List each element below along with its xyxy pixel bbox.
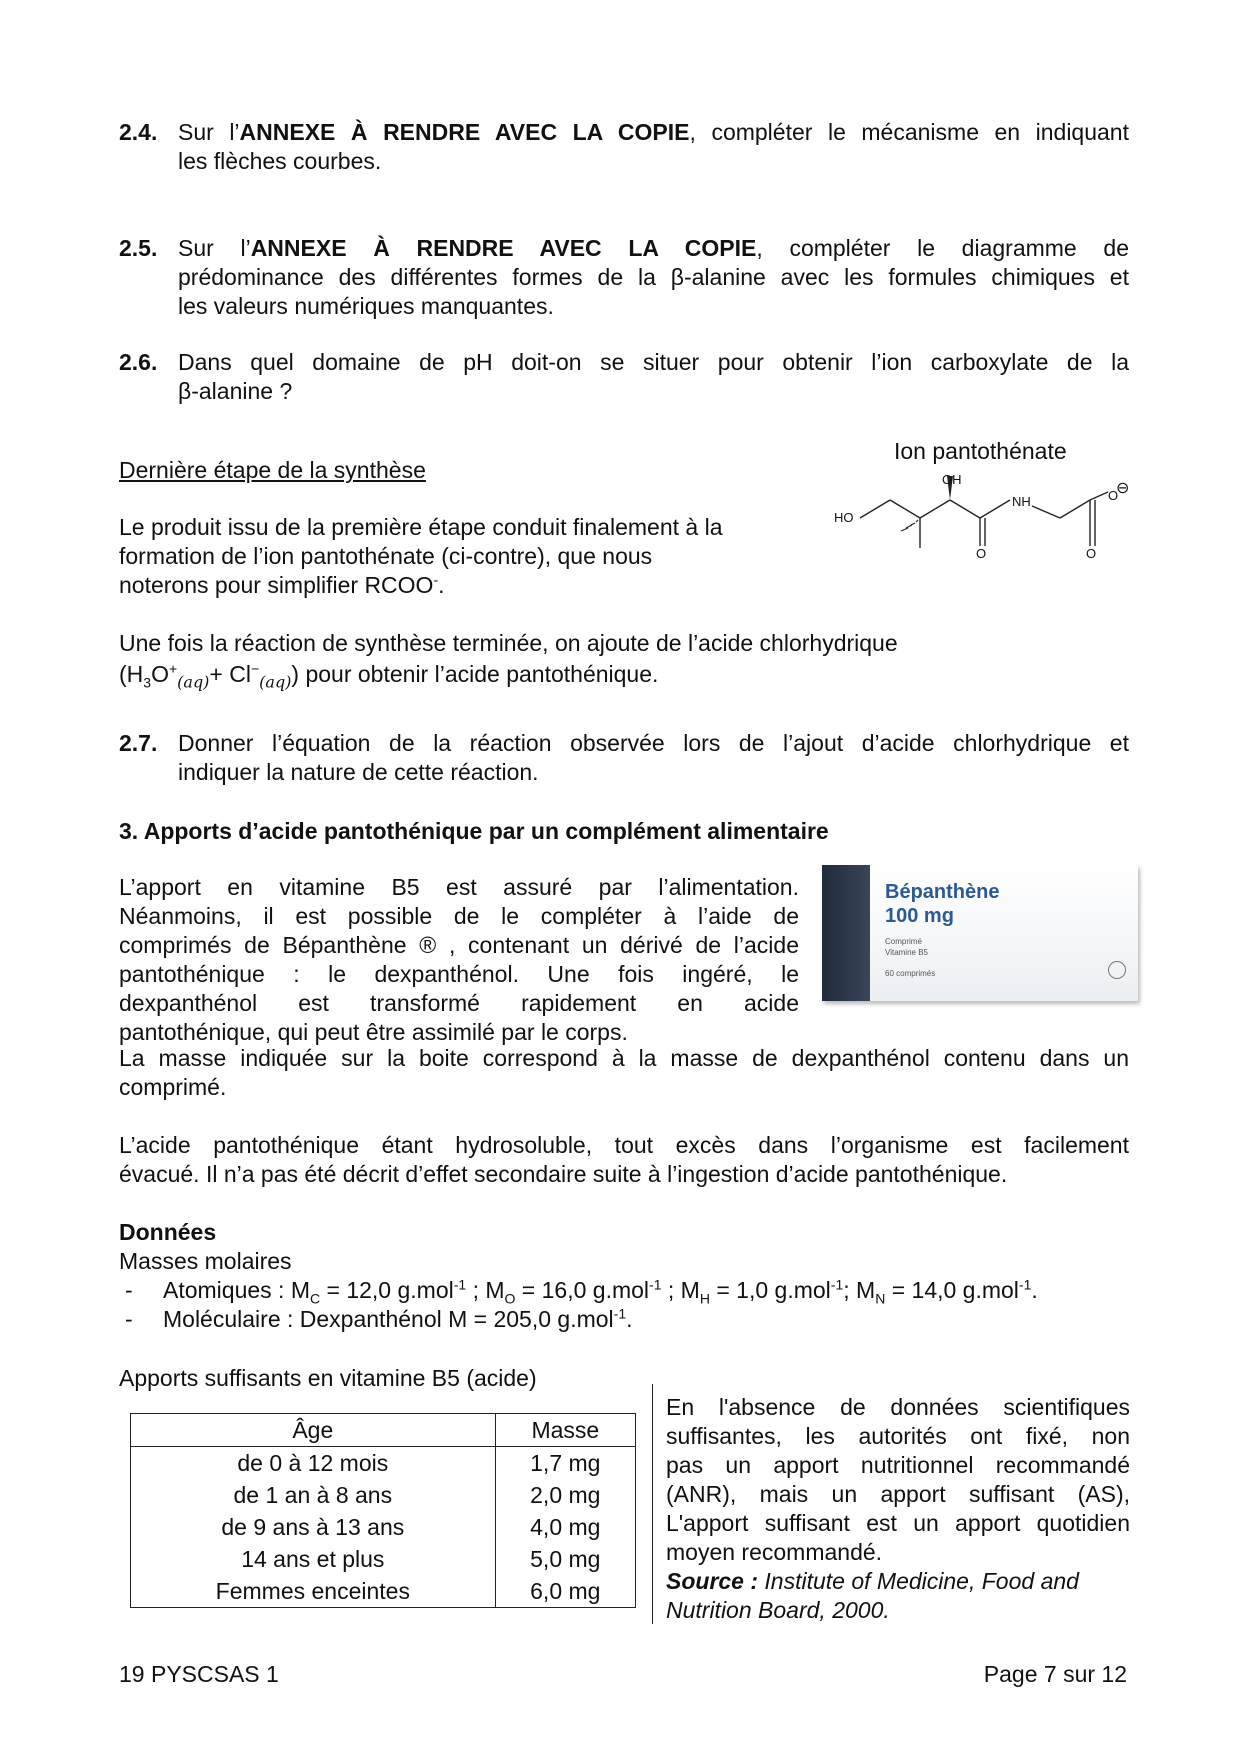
hcl-formula-line (119, 660, 659, 692)
superscript: - (433, 571, 439, 588)
age-cell: Femmes enceintes (131, 1575, 496, 1608)
text: . (626, 1306, 633, 1332)
bond (890, 500, 920, 518)
question-line: prédominance des différentes formes de la β-alanine avec les formules chimiques et (178, 264, 1129, 290)
vitamin-b5-table (130, 1413, 636, 1608)
section3-paragraph-2 (119, 1044, 1129, 1102)
table-row (131, 1575, 636, 1608)
text-line: La masse indiquée sur la boite correspond à la masse de dexpanthénol contenu dans un (119, 1045, 1129, 1071)
table-title: Apports suffisants en vitamine B5 (acide) (119, 1365, 537, 1391)
molecule-title: Ion pantothénate (894, 438, 1067, 464)
bepanthene-box-image (822, 865, 1138, 1001)
mass-cell: 6,0 mg (495, 1575, 635, 1608)
subscript: 3 (143, 674, 152, 691)
question-number: 2.6. (119, 349, 158, 375)
text-line: (ANR), mais un apport suffisant (AS), (666, 1481, 1130, 1507)
subscript: C (310, 1290, 321, 1307)
text-line: Le produit issu de la première étape conduit finalement à la (119, 514, 723, 540)
negative-charge: ⊖ (1116, 480, 1130, 497)
apports-note (666, 1393, 1130, 1625)
bond (920, 500, 950, 518)
o-minus-label: O (1108, 488, 1119, 503)
carbonyl-o-label: O (976, 546, 987, 561)
text-line: L’acide pantothénique étant hydrosoluble, tout excès dans l’organisme est facilement (119, 1132, 1129, 1158)
text: ; M (661, 1277, 700, 1303)
bayer-logo-icon (1108, 961, 1126, 979)
text-line: Une fois la réaction de synthèse terminée, on ajoute de l’acide chlorhydrique (119, 630, 898, 656)
source-label: Source : (666, 1568, 759, 1594)
vertical-divider (652, 1384, 653, 1624)
bond (1090, 492, 1108, 500)
pantothenate-structure (820, 438, 1140, 578)
question-2-6 (119, 348, 1129, 406)
text: ) pour obtenir l’acide pantothénique. (291, 661, 659, 687)
mass-cell: 4,0 mg (495, 1511, 635, 1543)
text-line: évacué. Il n’a pas été décrit d’effet secondaire suite à l’ingestion d’acide pantothénique. (119, 1161, 1008, 1187)
nh-label: NH (1012, 494, 1031, 509)
section3-paragraph-3 (119, 1131, 1129, 1189)
text-line: Néanmoins, il est possible de le compléter à l’aide de (119, 903, 799, 929)
text: + Cl (209, 661, 251, 687)
text: , compléter le mécanisme en indiquant (689, 119, 1129, 145)
text-line: L'apport suffisant est un apport quotidien (666, 1510, 1130, 1536)
question-line: les flèches courbes. (178, 148, 382, 174)
bond (1032, 506, 1060, 518)
text: ; M (466, 1277, 505, 1303)
mass-cell: 2,0 mg (495, 1479, 635, 1511)
superscript: -1 (453, 1276, 467, 1293)
molar-masses-title: Masses molaires (119, 1248, 292, 1274)
question-line: β-alanine ? (178, 378, 293, 404)
bond (1060, 500, 1090, 518)
text: Sur l’ (178, 119, 240, 145)
question-line: Dans quel domaine de pH doit-on se situer pour obtenir l’ion carboxylate de la (178, 349, 1129, 375)
age-cell: de 1 an à 8 ans (131, 1479, 496, 1511)
question-number: 2.5. (119, 235, 158, 261)
section-title: 3. Apports d’acide pantothénique par un complément alimentaire (119, 818, 829, 844)
superscript: -1 (1018, 1276, 1032, 1293)
question-number: 2.4. (119, 119, 158, 145)
age-cell: 14 ans et plus (131, 1543, 496, 1575)
age-cell: de 9 ans à 13 ans (131, 1511, 496, 1543)
annex-reference: ANNEXE À RENDRE AVEC LA COPIE (250, 235, 757, 261)
question-line: Donner l’équation de la réaction observée lors de l’ajout d’acide chlorhydrique et (178, 730, 1129, 756)
text-line: L’apport en vitamine B5 est assuré par l’alimentation. (119, 874, 799, 900)
text-line: dexpanthénol est transformé rapidement en acide (119, 990, 799, 1016)
question-2-4 (119, 118, 1129, 176)
question-2-5 (119, 234, 1129, 321)
column-header-mass: Masse (495, 1414, 635, 1447)
text: Moléculaire : Dexpanthénol M = 205,0 g.mol (163, 1306, 614, 1332)
atomic-masses (163, 1276, 1038, 1305)
product-vitamin: Vitamine B5 (885, 948, 928, 957)
text-line: comprimés de Bépanthène ® , contenant un dérivé de l’acide (119, 932, 799, 958)
text: Sur l’ (178, 235, 251, 261)
bond (860, 500, 890, 518)
table-row (131, 1447, 636, 1480)
source-line (666, 1567, 1130, 1596)
text: Atomiques : M (163, 1277, 310, 1303)
question-line (178, 118, 1129, 147)
question-2-7 (119, 729, 1129, 787)
text: ; M (843, 1277, 876, 1303)
question-line: indiquer la nature de cette réaction. (178, 759, 539, 785)
text: = 16,0 g.mol (515, 1277, 650, 1303)
text-line: En l'absence de données scientifiques (666, 1394, 1130, 1420)
footer-code: 19 PYSCSAS 1 (119, 1661, 279, 1687)
superscript: − (250, 660, 260, 677)
text: Institute of Medicine, Food and (758, 1568, 1079, 1594)
question-number: 2.7. (119, 730, 158, 756)
table-header-row (131, 1414, 636, 1447)
table-row (131, 1511, 636, 1543)
oh-label: OH (942, 472, 962, 487)
text-line: formation de l’ion pantothénate (ci-contre), que nous (119, 543, 653, 569)
source-line: Nutrition Board, 2000. (666, 1597, 890, 1623)
molecule-skeleton (820, 468, 1140, 578)
subscript: H (699, 1290, 710, 1307)
bond (950, 500, 980, 518)
data-heading: Données (119, 1219, 217, 1245)
page-number: Page 7 sur 12 (983, 1661, 1127, 1687)
question-line: les valeurs numériques manquantes. (178, 293, 554, 319)
mass-cell: 1,7 mg (495, 1447, 635, 1480)
product-brand: Bépanthène (885, 881, 1000, 903)
section3-paragraph-1 (119, 873, 799, 1018)
text: , compléter le diagramme de (756, 235, 1129, 261)
mass-cell: 5,0 mg (495, 1543, 635, 1575)
text: = 1,0 g.mol (709, 1277, 831, 1303)
question-line (178, 234, 1129, 263)
text: . (1031, 1277, 1038, 1303)
text: . (438, 572, 445, 598)
text: (H (119, 661, 144, 687)
table-row (131, 1479, 636, 1511)
subscript: N (875, 1290, 886, 1307)
text-line: moyen recommandé. (666, 1539, 883, 1565)
molecular-mass (163, 1305, 633, 1334)
list-dash: - (125, 1306, 133, 1332)
subscript: O (504, 1290, 516, 1307)
list-dash: - (125, 1277, 133, 1303)
text: noterons pour simplifier RCOO (119, 572, 434, 598)
text-line: pantothénique, qui peut être assimilé par le corps. (119, 1019, 628, 1045)
subscript: (aq) (259, 672, 292, 692)
text-line: pantothénique : le dexpanthénol. Une fois ingéré, le (119, 961, 799, 987)
superscript: + (168, 660, 178, 677)
text-line: pas un apport nutritionnel recommandé (666, 1452, 1130, 1478)
superscript: -1 (649, 1276, 662, 1293)
text: = 12,0 g.mol (320, 1277, 454, 1303)
age-cell: de 0 à 12 mois (131, 1447, 496, 1480)
product-form: Comprimé (885, 937, 922, 946)
superscript: -1 (613, 1305, 627, 1322)
box-side-panel (822, 865, 870, 1001)
superscript: -1 (830, 1276, 844, 1293)
subscript: (aq) (177, 672, 210, 692)
synthesis-paragraph (119, 513, 779, 600)
product-count: 60 comprimés (885, 969, 936, 978)
hash-bond (901, 520, 918, 531)
text: O (151, 661, 169, 687)
bond (980, 500, 1010, 518)
table-row (131, 1543, 636, 1575)
text-line: comprimé. (119, 1074, 227, 1100)
product-dose: 100 mg (885, 905, 954, 927)
annex-reference: ANNEXE À RENDRE AVEC LA COPIE (239, 119, 690, 145)
text-line: suffisantes, les autorités ont fixé, non (666, 1423, 1130, 1449)
carboxylate-o-label: O (1086, 546, 1097, 561)
text: = 14,0 g.mol (885, 1277, 1019, 1303)
text-line (119, 571, 779, 600)
column-header-age: Âge (131, 1414, 496, 1447)
section-heading: Dernière étape de la synthèse (119, 457, 426, 483)
ho-label: HO (834, 510, 854, 525)
